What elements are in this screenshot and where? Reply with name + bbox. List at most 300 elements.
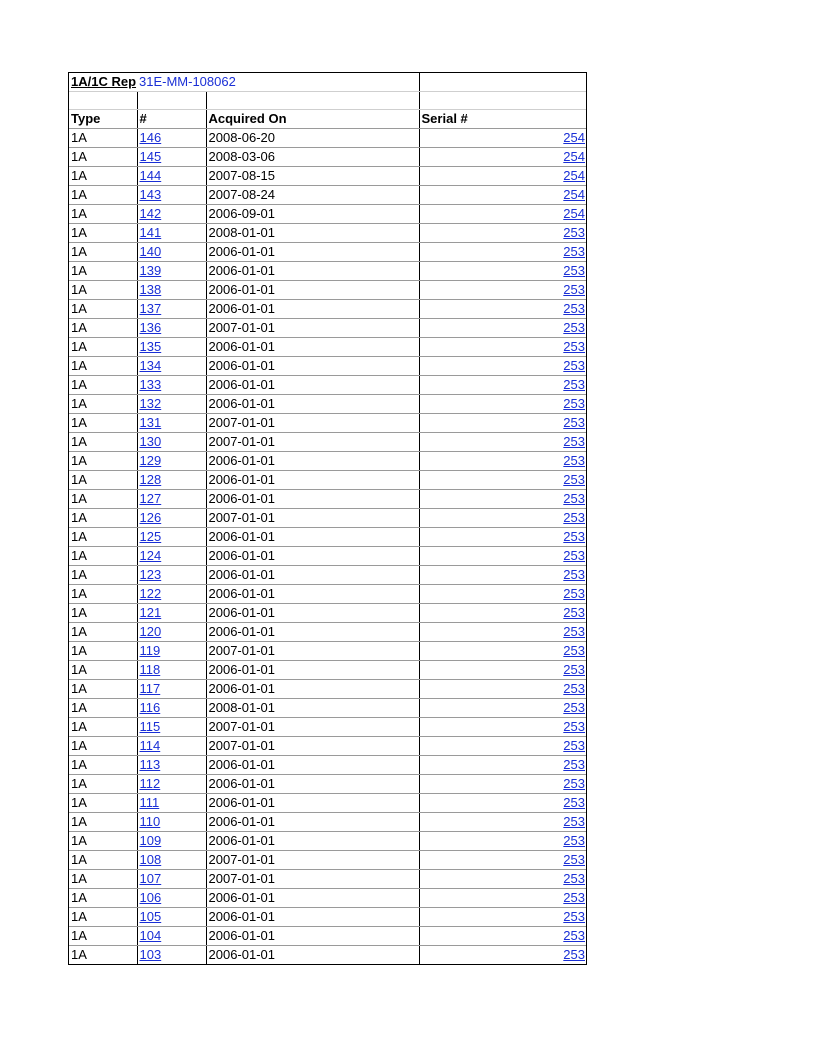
cell-serial [419, 908, 586, 927]
cell-serial [419, 927, 586, 946]
cell-type: 1A [69, 338, 137, 357]
serial-link[interactable]: 253 [563, 700, 585, 716]
number-link[interactable]: 118 [139, 662, 161, 678]
number-link[interactable]: 128 [139, 472, 162, 488]
table-row [69, 243, 586, 262]
cell-type: 1A [69, 452, 137, 471]
cell-serial [419, 623, 586, 642]
cell-number [137, 148, 206, 167]
cell-serial [419, 395, 586, 414]
table-row [69, 794, 586, 813]
number-link[interactable]: 103 [139, 947, 162, 963]
cell-number [137, 623, 206, 642]
table-row [69, 167, 586, 186]
number-link[interactable]: 139 [139, 263, 162, 279]
cell-type: 1A [69, 300, 137, 319]
table-row [69, 604, 586, 623]
cell-type: 1A [69, 927, 137, 946]
number-link[interactable]: 106 [139, 890, 162, 906]
table-row [69, 927, 586, 946]
number-link[interactable]: 123 [139, 567, 162, 583]
cell-number [137, 604, 206, 623]
table-row [69, 262, 586, 281]
cell-acquired-on: 2007-01-01 [206, 718, 419, 737]
number-link[interactable]: 113 [139, 757, 161, 773]
number-link[interactable]: 111 [139, 795, 160, 811]
serial-link[interactable]: 253 [563, 263, 585, 279]
number-link[interactable]: 121 [139, 605, 162, 621]
cell-serial [419, 528, 586, 547]
serial-link[interactable]: 253 [563, 320, 585, 336]
table-row [69, 851, 586, 870]
cell-number [137, 414, 206, 433]
cell-serial [419, 414, 586, 433]
cell-acquired-on: 2006-01-01 [206, 946, 419, 965]
cell-acquired-on: 2007-01-01 [206, 737, 419, 756]
table-row [69, 870, 586, 889]
cell-number [137, 680, 206, 699]
cell-acquired-on: 2006-01-01 [206, 338, 419, 357]
cell-serial [419, 509, 586, 528]
serial-link[interactable]: 253 [563, 548, 585, 564]
cell-acquired-on: 2006-01-01 [206, 927, 419, 946]
serial-link[interactable]: 254 [563, 206, 585, 222]
cell-serial [419, 775, 586, 794]
cell-serial [419, 699, 586, 718]
serial-link[interactable]: 253 [563, 947, 585, 963]
cell-acquired-on: 2006-01-01 [206, 794, 419, 813]
cell-number [137, 585, 206, 604]
serial-link[interactable]: 253 [563, 814, 585, 830]
number-link[interactable]: 104 [139, 928, 162, 944]
cell-number [137, 186, 206, 205]
cell-number [137, 509, 206, 528]
table-row [69, 224, 586, 243]
cell-serial [419, 186, 586, 205]
number-link[interactable]: 116 [139, 700, 161, 716]
cell-number [137, 851, 206, 870]
cell-type: 1A [69, 813, 137, 832]
cell-number [137, 908, 206, 927]
table-row [69, 585, 586, 604]
cell-acquired-on: 2007-01-01 [206, 870, 419, 889]
serial-link[interactable]: 253 [563, 643, 585, 659]
cell-type: 1A [71, 947, 87, 963]
serial-link[interactable]: 253 [563, 491, 585, 507]
serial-link[interactable]: 254 [563, 187, 585, 203]
cell-serial [419, 300, 586, 319]
cell-number [137, 870, 206, 889]
table-row [69, 528, 586, 547]
cell-serial [419, 946, 586, 965]
header-serial: Serial # [419, 110, 586, 129]
cell-type: 1A [69, 699, 137, 718]
header-number: # [137, 110, 206, 129]
cell-type: 1A [69, 851, 137, 870]
cell-number [137, 490, 206, 509]
cell-type: 1A [69, 547, 137, 566]
report-id-cell [137, 73, 419, 92]
serial-link[interactable]: 253 [563, 928, 585, 944]
number-link[interactable]: 105 [139, 909, 162, 925]
cell-acquired-on: 2006-01-01 [206, 376, 419, 395]
cell-serial [419, 205, 586, 224]
table-row [69, 509, 586, 528]
cell-number [137, 357, 206, 376]
cell-type: 1A [69, 528, 137, 547]
table-row [69, 813, 586, 832]
cell-number [137, 471, 206, 490]
serial-link[interactable]: 253 [563, 567, 585, 583]
cell-type: 1A [69, 623, 137, 642]
cell-number [137, 718, 206, 737]
serial-link[interactable]: 253 [563, 472, 585, 488]
cell-acquired-on: 2006-01-01 [206, 357, 419, 376]
cell-acquired-on: 2006-01-01 [206, 604, 419, 623]
cell-number [137, 224, 206, 243]
table-row [69, 718, 586, 737]
serial-link[interactable]: 253 [563, 795, 585, 811]
cell-type: 1A [69, 832, 137, 851]
cell-number [137, 832, 206, 851]
cell-acquired-on: 2007-01-01 [206, 319, 419, 338]
cell-acquired-on: 2006-01-01 [206, 908, 419, 927]
cell-acquired-on: 2006-01-01 [206, 471, 419, 490]
number-link[interactable]: 142 [139, 206, 162, 222]
cell-serial [419, 832, 586, 851]
cell-number [137, 281, 206, 300]
serial-link[interactable]: 253 [563, 605, 585, 621]
cell-number [137, 794, 206, 813]
number-link[interactable]: 136 [139, 320, 162, 336]
table-row [69, 642, 586, 661]
serial-link[interactable]: 253 [563, 681, 585, 697]
cell-acquired-on: 2006-01-01 [206, 452, 419, 471]
table-row [69, 680, 586, 699]
cell-number [137, 205, 206, 224]
number-link[interactable]: 117 [139, 681, 161, 697]
table-row [69, 205, 586, 224]
cell-acquired-on: 2006-09-01 [206, 205, 419, 224]
cell-acquired-on: 2007-08-24 [206, 186, 419, 205]
cell-acquired-on: 2006-01-01 [206, 889, 419, 908]
serial-link[interactable]: 253 [563, 852, 585, 868]
table-row [69, 186, 586, 205]
report-id-link[interactable]: 31E-MM-108062 [139, 74, 236, 89]
cell-type: 1A [69, 148, 137, 167]
number-link[interactable]: 143 [139, 187, 162, 203]
serial-link[interactable]: 253 [563, 871, 585, 887]
serial-link[interactable]: 253 [563, 415, 585, 431]
serial-link[interactable]: 253 [563, 909, 585, 925]
number-link[interactable]: 138 [139, 282, 162, 298]
table-row [69, 889, 586, 908]
cell-type: 1A [69, 661, 137, 680]
serial-link[interactable]: 253 [563, 510, 585, 526]
cell-number [137, 756, 206, 775]
blank-cell [419, 92, 586, 110]
number-link[interactable]: 146 [139, 130, 162, 146]
number-link[interactable]: 131 [139, 415, 162, 431]
cell-acquired-on: 2006-01-01 [206, 395, 419, 414]
number-link[interactable]: 130 [139, 434, 162, 450]
table-row [69, 699, 586, 718]
cell-type: 1A [69, 262, 137, 281]
title-row [69, 73, 586, 92]
cell-acquired-on: 2008-01-01 [206, 224, 419, 243]
cell-type: 1A [69, 471, 137, 490]
number-link[interactable]: 141 [139, 225, 162, 241]
number-link[interactable]: 120 [139, 624, 162, 640]
table-row [69, 832, 586, 851]
serial-link[interactable]: 254 [563, 149, 585, 165]
cell-number [137, 319, 206, 338]
cell-type: 1A [69, 604, 137, 623]
cell-type: 1A [69, 319, 137, 338]
number-link[interactable]: 126 [139, 510, 162, 526]
table-row [69, 775, 586, 794]
cell-number [137, 889, 206, 908]
serial-link[interactable]: 253 [563, 662, 585, 678]
cell-serial [419, 243, 586, 262]
number-link[interactable]: 115 [139, 719, 161, 735]
table-row [69, 452, 586, 471]
number-link[interactable]: 132 [139, 396, 162, 412]
cell-serial [419, 604, 586, 623]
cell-acquired-on: 2008-03-06 [206, 148, 419, 167]
cell-number [137, 927, 206, 946]
cell-type: 1A [69, 376, 137, 395]
cell-number [137, 775, 206, 794]
serial-link[interactable]: 253 [563, 377, 585, 393]
cell-serial [419, 338, 586, 357]
table-row [69, 471, 586, 490]
table-row [69, 357, 586, 376]
cell-serial [419, 281, 586, 300]
cell-type: 1A [69, 395, 137, 414]
table-row [69, 281, 586, 300]
cell-serial [419, 357, 586, 376]
table-row [69, 376, 586, 395]
table-row [69, 148, 586, 167]
cell-type: 1A [69, 737, 137, 756]
cell-serial [419, 756, 586, 775]
table-row [69, 300, 586, 319]
number-link[interactable]: 145 [139, 149, 162, 165]
cell-acquired-on: 2008-01-01 [206, 699, 419, 718]
cell-acquired-on: 2007-01-01 [206, 414, 419, 433]
cell-serial [419, 167, 586, 186]
cell-number [137, 699, 206, 718]
cell-serial [419, 661, 586, 680]
number-link[interactable]: 125 [139, 529, 162, 545]
number-link[interactable]: 135 [139, 339, 162, 355]
cell-serial [419, 642, 586, 661]
cell-serial [419, 870, 586, 889]
cell-number [137, 129, 206, 148]
table-row [69, 433, 586, 452]
serial-link[interactable]: 253 [563, 225, 585, 241]
number-link[interactable]: 140 [139, 244, 162, 260]
table-row [69, 908, 586, 927]
serial-link[interactable]: 253 [563, 719, 585, 735]
cell-acquired-on: 2006-01-01 [206, 813, 419, 832]
table-row [69, 661, 586, 680]
table-row [69, 547, 586, 566]
number-link[interactable]: 107 [139, 871, 162, 887]
number-link[interactable]: 112 [139, 776, 161, 792]
number-link[interactable]: 134 [139, 358, 162, 374]
cell-type: 1A [69, 642, 137, 661]
cell-serial [419, 547, 586, 566]
cell-acquired-on: 2007-01-01 [206, 642, 419, 661]
cell-acquired-on: 2006-01-01 [206, 680, 419, 699]
header-type: Type [69, 110, 137, 129]
serial-link[interactable]: 253 [563, 776, 585, 792]
cell-acquired-on: 2006-01-01 [206, 832, 419, 851]
cell-type: 1A [69, 870, 137, 889]
table-row [69, 623, 586, 642]
blank-row [69, 92, 586, 110]
cell-type: 1A [69, 357, 137, 376]
table-row [69, 319, 586, 338]
cell-serial [419, 224, 586, 243]
cell-serial [419, 471, 586, 490]
cell-acquired-on: 2006-01-01 [206, 528, 419, 547]
report-table [69, 73, 586, 964]
cell-serial [419, 319, 586, 338]
number-link[interactable]: 129 [139, 453, 162, 469]
blank-cell [137, 92, 206, 110]
serial-link[interactable]: 253 [563, 833, 585, 849]
table-row [69, 129, 586, 148]
cell-number [137, 262, 206, 281]
table-row [69, 490, 586, 509]
cell-serial [419, 718, 586, 737]
table-row [69, 414, 586, 433]
table-row [69, 338, 586, 357]
table-row [69, 737, 586, 756]
serial-link[interactable]: 253 [563, 624, 585, 640]
cell-acquired-on: 2006-01-01 [206, 775, 419, 794]
cell-number [137, 737, 206, 756]
cell-type: 1A [69, 490, 137, 509]
cell-serial [419, 433, 586, 452]
number-link[interactable]: 109 [139, 833, 162, 849]
cell-serial [419, 566, 586, 585]
cell-serial [419, 851, 586, 870]
cell-type: 1A [69, 433, 137, 452]
number-link[interactable]: 114 [139, 738, 161, 754]
cell-type: 1A [69, 224, 137, 243]
cell-type: 1A [69, 205, 137, 224]
number-link[interactable]: 144 [139, 168, 162, 184]
number-link[interactable]: 137 [139, 301, 162, 317]
serial-link[interactable]: 253 [563, 396, 585, 412]
number-link[interactable]: 122 [139, 586, 162, 602]
table-row [69, 946, 586, 965]
serial-link[interactable]: 253 [563, 244, 585, 260]
cell-serial [419, 376, 586, 395]
cell-type: 1A [69, 775, 137, 794]
cell-number [137, 813, 206, 832]
serial-link[interactable]: 253 [563, 453, 585, 469]
cell-number [137, 395, 206, 414]
blank-cell [206, 92, 419, 110]
cell-serial [419, 737, 586, 756]
cell-acquired-on: 2006-01-01 [206, 243, 419, 262]
cell-acquired-on: 2006-01-01 [206, 262, 419, 281]
serial-link[interactable]: 254 [563, 168, 585, 184]
number-link[interactable]: 133 [139, 377, 162, 393]
cell-acquired-on: 2006-01-01 [206, 756, 419, 775]
number-link[interactable]: 108 [139, 852, 162, 868]
serial-link[interactable]: 253 [563, 757, 585, 773]
cell-acquired-on: 2006-01-01 [206, 490, 419, 509]
cell-type: 1A [69, 129, 137, 148]
cell-acquired-on: 2007-01-01 [206, 851, 419, 870]
cell-number [137, 243, 206, 262]
serial-link[interactable]: 253 [563, 738, 585, 754]
serial-link[interactable]: 253 [563, 339, 585, 355]
cell-number [137, 547, 206, 566]
cell-number [137, 433, 206, 452]
serial-link[interactable]: 253 [563, 282, 585, 298]
table-row [69, 395, 586, 414]
serial-link[interactable]: 253 [563, 890, 585, 906]
serial-link[interactable]: 254 [563, 130, 585, 146]
cell-number [137, 338, 206, 357]
cell-serial [419, 813, 586, 832]
cell-type: 1A [69, 680, 137, 699]
table-row [69, 756, 586, 775]
number-link[interactable]: 110 [139, 814, 161, 830]
serial-link[interactable]: 253 [563, 586, 585, 602]
serial-link[interactable]: 253 [563, 434, 585, 450]
cell-acquired-on: 2006-01-01 [206, 300, 419, 319]
cell-number [137, 376, 206, 395]
cell-type: 1A [69, 167, 137, 186]
cell-acquired-on: 2006-01-01 [206, 661, 419, 680]
number-link[interactable]: 127 [139, 491, 162, 507]
cell-type: 1A [69, 718, 137, 737]
cell-serial [419, 129, 586, 148]
cell-serial [419, 262, 586, 281]
number-link[interactable]: 119 [139, 643, 161, 659]
cell-type: 1A [69, 794, 137, 813]
cell-serial [419, 794, 586, 813]
cell-serial [419, 148, 586, 167]
cell-acquired-on: 2006-01-01 [206, 566, 419, 585]
cell-acquired-on: 2008-06-20 [206, 129, 419, 148]
cell-serial [419, 490, 586, 509]
cell-type: 1A [69, 243, 137, 262]
cell-serial [419, 889, 586, 908]
cell-number [137, 300, 206, 319]
serial-link[interactable]: 253 [563, 358, 585, 374]
cell-acquired-on: 2007-01-01 [206, 433, 419, 452]
cell-type: 1A [69, 889, 137, 908]
cell-type: 1A [69, 509, 137, 528]
number-link[interactable]: 124 [139, 548, 162, 564]
serial-link[interactable]: 253 [563, 529, 585, 545]
cell-serial [419, 680, 586, 699]
serial-link[interactable]: 253 [563, 301, 585, 317]
cell-acquired-on: 2006-01-01 [206, 623, 419, 642]
cell-acquired-on: 2007-01-01 [206, 509, 419, 528]
cell-number [137, 642, 206, 661]
header-acquired-on: Acquired On [206, 110, 419, 129]
